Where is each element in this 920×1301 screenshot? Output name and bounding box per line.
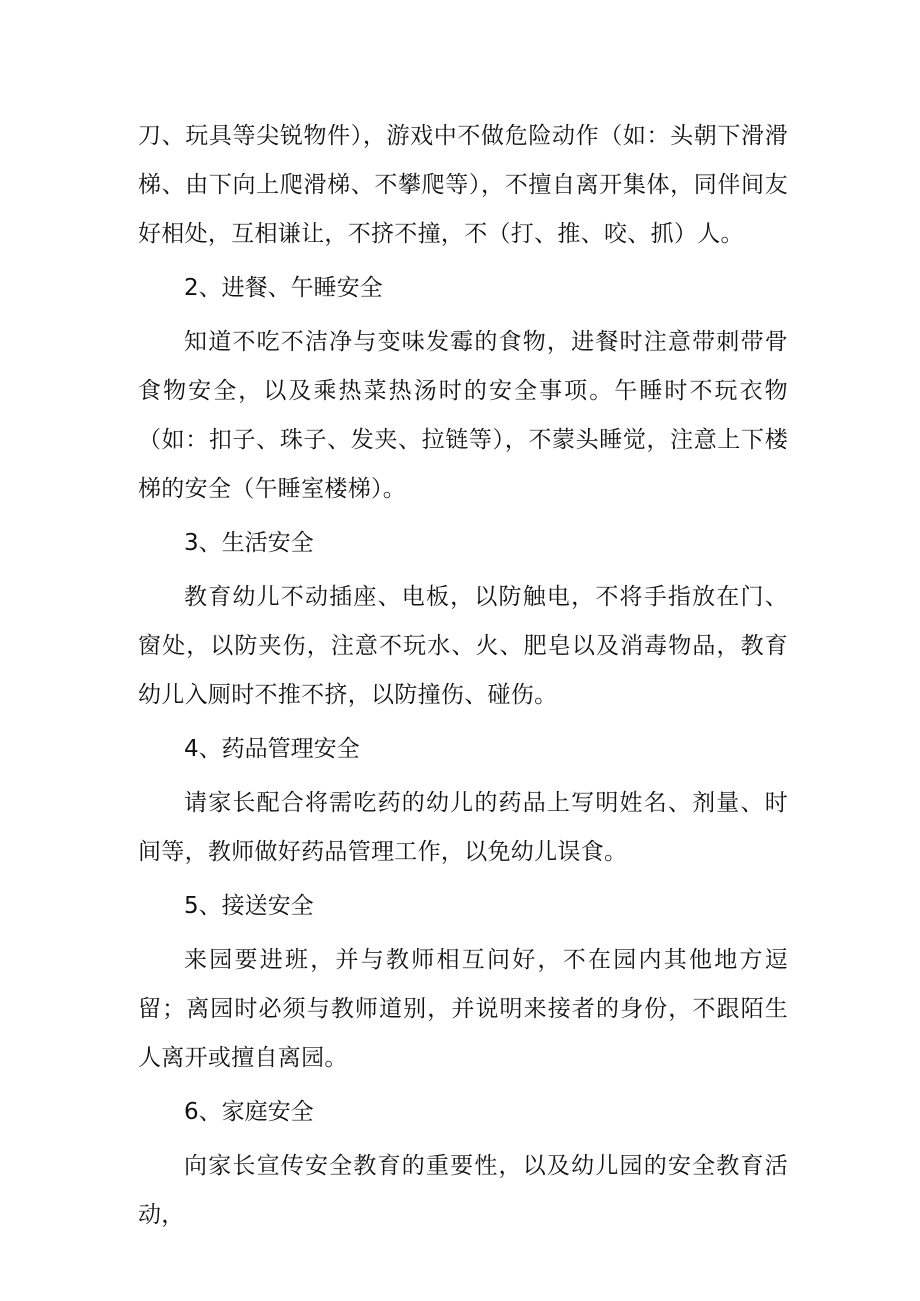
paragraph-play-safety-continued: 刀、玩具等尖锐物件），游戏中不做危险动作（如：头朝下滑滑梯、由下向上爬滑梯、不攀爬等），不擅自离开集体，同伴间友好相处，互相谦让，不挤不撞，不（打、推、咬、抓）人。 [138,123,788,247]
heading-home-safety: 6、家庭安全 [184,1099,314,1125]
heading-medicine-management-safety: 4、药品管理安全 [184,736,360,762]
paragraph-meal-nap-safety: 知道不吃不洁净与变味发霉的食物，进餐时注意带刺带骨食物安全，以及乘热菜热汤时的安全事项。午睡时不玩衣物（如：扣子、珠子、发夹、拉链等），不蒙头睡觉，注意上下楼梯的安全（午睡室楼梯）。 [138,329,788,502]
paragraph-pickup-safety: 来园要进班，并与教师相互问好，不在园内其他地方逗留；离园时必须与教师道别，并说明来接者的身份，不跟陌生人离开或擅自离园。 [138,947,788,1071]
heading-daily-life-safety: 3、生活安全 [184,530,314,556]
heading-meal-nap-safety: 2、进餐、午睡安全 [184,275,383,301]
paragraph-medicine-management-safety: 请家长配合将需吃药的幼儿的药品上写明姓名、剂量、时间等，教师做好药品管理工作，以免幼儿误食。 [138,790,788,865]
paragraph-home-safety: 向家长宣传安全教育的重要性，以及幼儿园的安全教育活动， [138,1153,788,1228]
document-page [138,112,788,1240]
heading-pickup-safety: 5、接送安全 [184,893,314,919]
paragraph-daily-life-safety: 教育幼儿不动插座、电板，以防触电，不将手指放在门、窗处，以防夹伤，注意不玩水、火、肥皂以及消毒物品，教育幼儿入厕时不推不挤，以防撞伤、碰伤。 [138,584,788,708]
